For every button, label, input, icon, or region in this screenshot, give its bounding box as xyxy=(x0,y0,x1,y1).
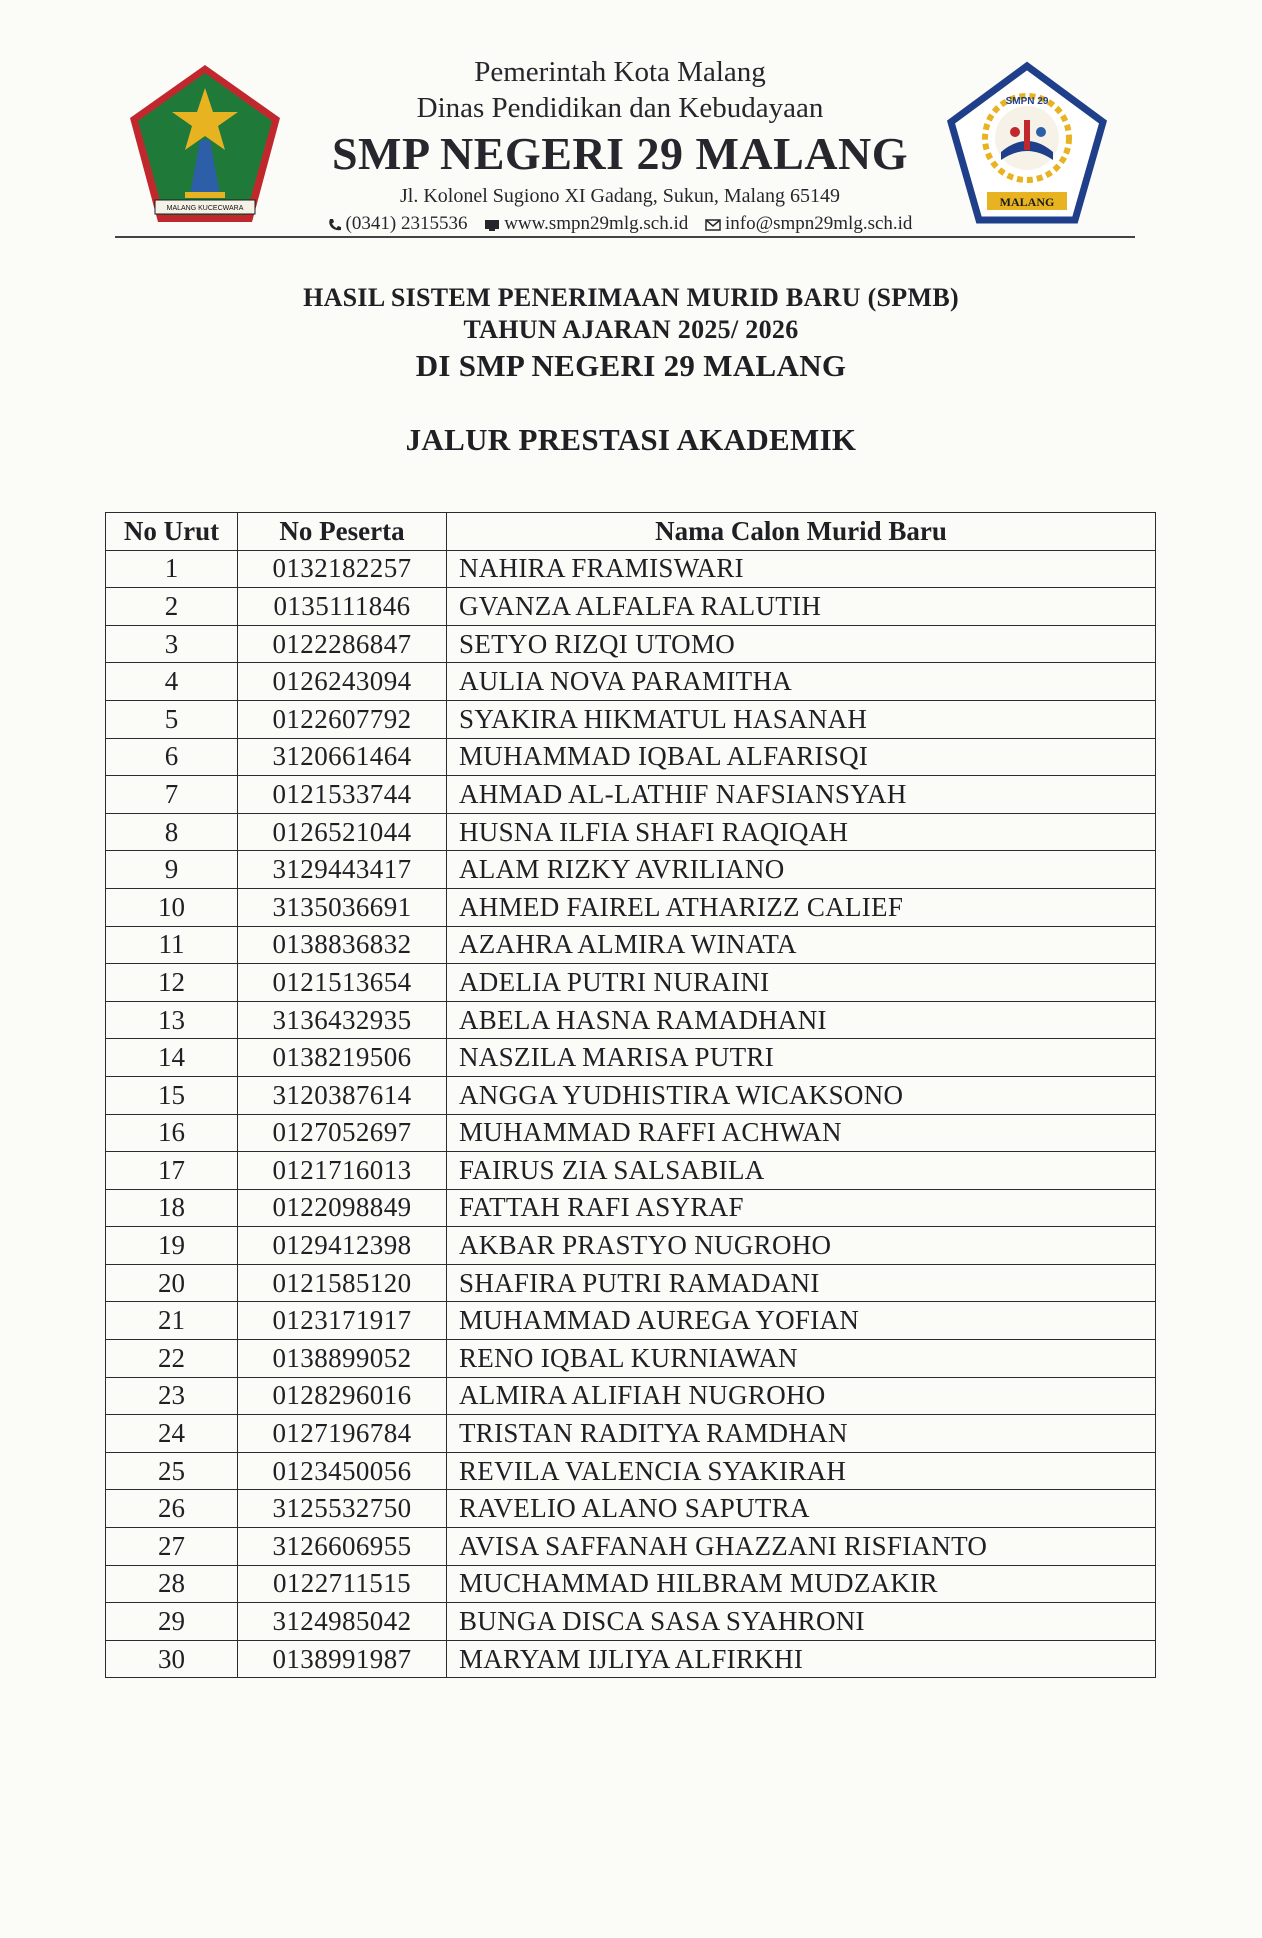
participant-number: 3125532750 xyxy=(238,1490,447,1528)
student-name: RAVELIO ALANO SAPUTRA xyxy=(447,1490,1156,1528)
student-name: GVANZA ALFALFA RALUTIH xyxy=(447,588,1156,626)
table-row xyxy=(106,1039,1156,1077)
participant-number: 0121585120 xyxy=(238,1264,447,1302)
participant-number: 0132182257 xyxy=(238,550,447,588)
row-number: 25 xyxy=(106,1452,238,1490)
row-number: 16 xyxy=(106,1114,238,1152)
letterhead-divider xyxy=(115,236,1135,238)
table-row xyxy=(106,813,1156,851)
participant-number: 0121513654 xyxy=(238,964,447,1002)
table-row xyxy=(106,738,1156,776)
row-number: 22 xyxy=(106,1340,238,1378)
participant-number: 0138836832 xyxy=(238,926,447,964)
participant-number: 0138219506 xyxy=(238,1039,447,1077)
header-no-peserta: No Peserta xyxy=(238,513,447,551)
table-row xyxy=(106,1152,1156,1190)
row-number: 7 xyxy=(106,776,238,814)
participant-number: 0127196784 xyxy=(238,1415,447,1453)
participant-number: 3136432935 xyxy=(238,1001,447,1039)
student-name: ALMIRA ALIFIAH NUGROHO xyxy=(447,1377,1156,1415)
table-row xyxy=(106,1490,1156,1528)
table-row xyxy=(106,964,1156,1002)
student-name: ADELIA PUTRI NURAINI xyxy=(447,964,1156,1002)
emblem-banner-text: MALANG KUCECWARA xyxy=(166,205,244,212)
department-name: Dinas Pendidikan dan Kebudayaan xyxy=(416,92,824,124)
student-name: AHMAD AL-LATHIF NAFSIANSYAH xyxy=(447,776,1156,814)
participant-number: 0127052697 xyxy=(238,1114,447,1152)
student-name: MUHAMMAD AUREGA YOFIAN xyxy=(447,1302,1156,1340)
participant-number: 3120387614 xyxy=(238,1076,447,1114)
school-address: Jl. Kolonel Sugiono XI Gadang, Sukun, Malang 65149 xyxy=(400,185,840,207)
student-name: SYAKIRA HIKMATUL HASANAH xyxy=(447,700,1156,738)
header-nama: Nama Calon Murid Baru xyxy=(447,513,1156,551)
participant-number: 0126521044 xyxy=(238,813,447,851)
phone-contact xyxy=(328,213,473,234)
row-number: 4 xyxy=(106,663,238,701)
student-name: MUCHAMMAD HILBRAM MUDZAKIR xyxy=(447,1565,1156,1603)
row-number: 14 xyxy=(106,1039,238,1077)
row-number: 19 xyxy=(106,1227,238,1265)
table-body xyxy=(106,550,1156,1678)
student-name: AHMED FAIREL ATHARIZZ CALIEF xyxy=(447,888,1156,926)
student-name: ALAM RIZKY AVRILIANO xyxy=(447,851,1156,889)
student-name: RENO IQBAL KURNIAWAN xyxy=(447,1340,1156,1378)
participant-number: 3124985042 xyxy=(238,1603,447,1641)
row-number: 30 xyxy=(106,1640,238,1678)
row-number: 23 xyxy=(106,1377,238,1415)
row-number: 1 xyxy=(106,550,238,588)
row-number: 12 xyxy=(106,964,238,1002)
student-name: FATTAH RAFI ASYRAF xyxy=(447,1189,1156,1227)
table-row xyxy=(106,550,1156,588)
table-row xyxy=(106,1264,1156,1302)
phone-number: (0341) 2315536 xyxy=(345,213,468,234)
table-row xyxy=(106,588,1156,626)
participant-number: 0121533744 xyxy=(238,776,447,814)
participant-number: 0122607792 xyxy=(238,700,447,738)
table-row xyxy=(106,663,1156,701)
student-name: MUHAMMAD RAFFI ACHWAN xyxy=(447,1114,1156,1152)
row-number: 8 xyxy=(106,813,238,851)
row-number: 6 xyxy=(106,738,238,776)
participant-number: 0122711515 xyxy=(238,1565,447,1603)
title-line-1: HASIL SISTEM PENERIMAAN MURID BARU (SPMB) xyxy=(303,283,959,312)
government-name: Pemerintah Kota Malang xyxy=(474,56,766,88)
school-emblem-top-text: SMPN 29 xyxy=(1005,96,1049,107)
envelope-icon xyxy=(705,219,721,231)
student-name: NASZILA MARISA PUTRI xyxy=(447,1039,1156,1077)
student-name: REVILA VALENCIA SYAKIRAH xyxy=(447,1452,1156,1490)
row-number: 26 xyxy=(106,1490,238,1528)
header-no-urut: No Urut xyxy=(106,513,238,551)
phone-icon xyxy=(328,218,342,232)
row-number: 11 xyxy=(106,926,238,964)
pathway-title: JALUR PRESTASI AKADEMIK xyxy=(405,422,857,457)
student-name: HUSNA ILFIA SHAFI RAQIQAH xyxy=(447,813,1156,851)
student-name: AZAHRA ALMIRA WINATA xyxy=(447,926,1156,964)
row-number: 10 xyxy=(106,888,238,926)
table-row xyxy=(106,1415,1156,1453)
table-row xyxy=(106,1640,1156,1678)
participant-number: 0122286847 xyxy=(238,625,447,663)
student-name: ANGGA YUDHISTIRA WICAKSONO xyxy=(447,1076,1156,1114)
table-row xyxy=(106,1114,1156,1152)
table-row xyxy=(106,776,1156,814)
participant-number: 0138991987 xyxy=(238,1640,447,1678)
email-link[interactable]: info@smpn29mlg.sch.id xyxy=(724,213,913,234)
participant-number: 3129443417 xyxy=(238,851,447,889)
table-row xyxy=(106,1528,1156,1566)
title-line-3: DI SMP NEGERI 29 MALANG xyxy=(415,348,847,383)
row-number: 29 xyxy=(106,1603,238,1641)
participant-number: 0121716013 xyxy=(238,1152,447,1190)
results-table-container xyxy=(105,512,1155,1678)
table-row xyxy=(106,1377,1156,1415)
table-row xyxy=(106,625,1156,663)
website-contact xyxy=(484,213,693,234)
participant-number: 0123171917 xyxy=(238,1302,447,1340)
student-name: TRISTAN RADITYA RAMDHAN xyxy=(447,1415,1156,1453)
row-number: 24 xyxy=(106,1415,238,1453)
student-name: MARYAM IJLIYA ALFIRKHI xyxy=(447,1640,1156,1678)
row-number: 18 xyxy=(106,1189,238,1227)
student-name: ABELA HASNA RAMADHANI xyxy=(447,1001,1156,1039)
student-name: BUNGA DISCA SASA SYAHRONI xyxy=(447,1603,1156,1641)
table-row xyxy=(106,1189,1156,1227)
student-name: MUHAMMAD IQBAL ALFARISQI xyxy=(447,738,1156,776)
table-row xyxy=(106,1076,1156,1114)
participant-number: 3126606955 xyxy=(238,1528,447,1566)
results-table xyxy=(105,512,1156,1678)
title-line-2: TAHUN AJARAN 2025/ 2026 xyxy=(463,315,799,344)
table-row xyxy=(106,1302,1156,1340)
letterhead-text xyxy=(295,50,945,238)
row-number: 9 xyxy=(106,851,238,889)
document-title xyxy=(0,282,1262,460)
row-number: 21 xyxy=(106,1302,238,1340)
table-row xyxy=(106,1340,1156,1378)
student-name: NAHIRA FRAMISWARI xyxy=(447,550,1156,588)
malang-city-emblem-icon xyxy=(125,60,285,230)
school-name: SMP NEGERI 29 MALANG xyxy=(331,128,909,179)
monitor-icon xyxy=(484,219,500,231)
email-contact xyxy=(705,213,912,234)
row-number: 27 xyxy=(106,1528,238,1566)
table-row xyxy=(106,888,1156,926)
student-name: SHAFIRA PUTRI RAMADANI xyxy=(447,1264,1156,1302)
student-name: AKBAR PRASTYO NUGROHO xyxy=(447,1227,1156,1265)
table-row xyxy=(106,926,1156,964)
student-name: AVISA SAFFANAH GHAZZANI RISFIANTO xyxy=(447,1528,1156,1566)
participant-number: 3135036691 xyxy=(238,888,447,926)
row-number: 17 xyxy=(106,1152,238,1190)
row-number: 3 xyxy=(106,625,238,663)
participant-number: 0135111846 xyxy=(238,588,447,626)
table-row xyxy=(106,1565,1156,1603)
school-emblem-icon xyxy=(945,60,1110,230)
letterhead xyxy=(115,50,1130,240)
student-name: AULIA NOVA PARAMITHA xyxy=(447,663,1156,701)
table-row xyxy=(106,700,1156,738)
participant-number: 0128296016 xyxy=(238,1377,447,1415)
row-number: 5 xyxy=(106,700,238,738)
table-row xyxy=(106,851,1156,889)
row-number: 28 xyxy=(106,1565,238,1603)
participant-number: 0129412398 xyxy=(238,1227,447,1265)
row-number: 13 xyxy=(106,1001,238,1039)
table-header-row xyxy=(106,513,1156,551)
contact-line xyxy=(295,210,945,238)
student-name: FAIRUS ZIA SALSABILA xyxy=(447,1152,1156,1190)
participant-number: 0123450056 xyxy=(238,1452,447,1490)
table-row xyxy=(106,1603,1156,1641)
participant-number: 0126243094 xyxy=(238,663,447,701)
table-row xyxy=(106,1452,1156,1490)
table-row xyxy=(106,1227,1156,1265)
participant-number: 3120661464 xyxy=(238,738,447,776)
row-number: 15 xyxy=(106,1076,238,1114)
row-number: 2 xyxy=(106,588,238,626)
school-emblem-banner-text: MALANG xyxy=(999,195,1055,209)
row-number: 20 xyxy=(106,1264,238,1302)
participant-number: 0138899052 xyxy=(238,1340,447,1378)
website-link[interactable]: www.smpn29mlg.sch.id xyxy=(504,213,689,234)
table-row xyxy=(106,1001,1156,1039)
participant-number: 0122098849 xyxy=(238,1189,447,1227)
student-name: SETYO RIZQI UTOMO xyxy=(447,625,1156,663)
